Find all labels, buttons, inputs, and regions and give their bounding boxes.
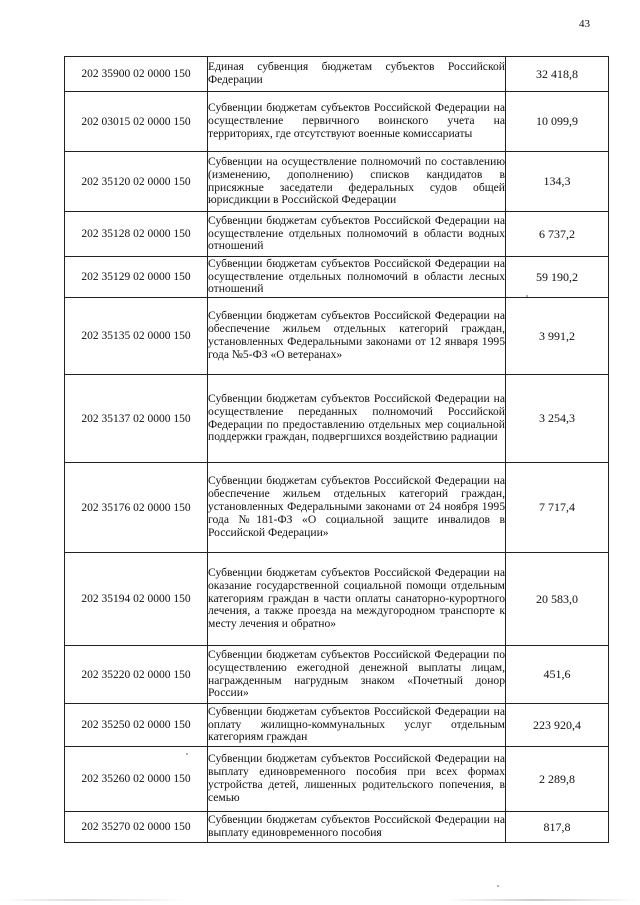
amount-cell: 7 717,4 [506,463,609,553]
budget-code-cell: 202 35270 02 0000 150 [65,812,208,843]
budget-code-cell: 202 35120 02 0000 150 [65,152,208,212]
description-cell: Субвенции бюджетам субъектов Российской Федерации на осуществление переданных полномочий Российской Федерации по предоставлению отдельных мер социальной поддержки граждан, подвергшихся воздействию радиации [208,375,506,463]
amount-cell: 134,3 [506,152,609,212]
budget-code-cell: 202 35260 02 0000 150 [65,747,208,812]
table-row [65,212,609,257]
table-row [65,747,609,812]
amount-cell: 817,8 [506,812,609,843]
table-row [65,57,609,92]
budget-code-cell: 202 35194 02 0000 150 [65,553,208,646]
description-cell: Субвенции бюджетам субъектов Российской Федерации на осуществление отдельных полномочий в области водных отношений [208,212,506,257]
amount-cell: 32 418,8 [506,57,609,92]
table-row [65,463,609,553]
amount-cell: 3 991,2 [506,298,609,375]
scan-speck [497,885,499,887]
table-row [65,298,609,375]
description-cell: Субвенции бюджетам субъектов Российской Федерации на осуществление первичного воинского учета на территориях, где отсутствуют военные комиссариаты [208,92,506,152]
description-cell: Субвенции бюджетам субъектов Российской Федерации на осуществление отдельных полномочий в области лесных отношений [208,257,506,298]
table-row [65,553,609,646]
amount-cell: 2 289,8 [506,747,609,812]
budget-code-cell: 202 35137 02 0000 150 [65,375,208,463]
budget-code-cell: 202 35135 02 0000 150 [65,298,208,375]
amount-cell: 10 099,9 [506,92,609,152]
description-cell: Единая субвенция бюджетам субъектов Российской Федерации [208,57,506,92]
budget-code-cell: 202 03015 02 0000 150 [65,92,208,152]
budget-revenue-table [64,56,609,843]
table-row [65,257,609,298]
table-row [65,375,609,463]
amount-cell: 20 583,0 [506,553,609,646]
budget-code-cell: 202 35176 02 0000 150 [65,463,208,553]
description-cell: Субвенции бюджетам субъектов Российской Федерации на выплату единовременного пособия [208,812,506,843]
amount-cell: 3 254,3 [506,375,609,463]
description-cell: Субвенции бюджетам субъектов Российской Федерации на оказание государственной социальной помощи отдельным категориям граждан в части оплаты санаторно-курортного лечения, а также проезда на междугородном транспорте к месту лечения и обратно» [208,553,506,646]
page-number: 43 [579,18,590,30]
amount-cell: 59 190,2 [506,257,609,298]
table-row [65,92,609,152]
scan-speck [186,753,188,755]
budget-code-cell: 202 35220 02 0000 150 [65,646,208,704]
table-row [65,646,609,704]
table-row [65,152,609,212]
description-cell: Субвенции на осуществление полномочий по составлению (изменению, дополнению) списков кандидатов в присяжные заседатели федеральных судов общей юрисдикции в Российской Федерации [208,152,506,212]
amount-cell: 6 737,2 [506,212,609,257]
table-row [65,704,609,747]
amount-cell: 223 920,4 [506,704,609,747]
description-cell: Субвенции бюджетам субъектов Российской Федерации на обеспечение жильем отдельных категорий граждан, установленных Федеральными законами от 12 января 1995 года №5-ФЗ «О ветеранах» [208,298,506,375]
description-cell: Субвенции бюджетам субъектов Российской Федерации на обеспечение жильем отдельных категорий граждан, установленных Федеральными законами от 24 ноября 1995 года №181-ФЗ «О социальной защите инвалидов в Российской Федерации» [208,463,506,553]
scan-edge [0,899,640,901]
description-cell: Субвенции бюджетам субъектов Российской Федерации на оплату жилищно-коммунальных услуг отдельным категориям граждан [208,704,506,747]
budget-code-cell: 202 35900 02 0000 150 [65,57,208,92]
budget-code-cell: 202 35250 02 0000 150 [65,704,208,747]
table-row [65,812,609,843]
amount-cell: 451,6 [506,646,609,704]
description-cell: Субвенции бюджетам субъектов Российской Федерации на выплату единовременного пособия при всех формах устройства детей, лишенных родительского попечения, в семью [208,747,506,812]
budget-code-cell: 202 35129 02 0000 150 [65,257,208,298]
description-cell: Субвенции бюджетам субъектов Российской Федерации по осуществлению ежегодной денежной выплаты лицам, награжденным нагрудным знаком «Почетный донор России» [208,646,506,704]
budget-code-cell: 202 35128 02 0000 150 [65,212,208,257]
scan-speck [526,295,528,297]
